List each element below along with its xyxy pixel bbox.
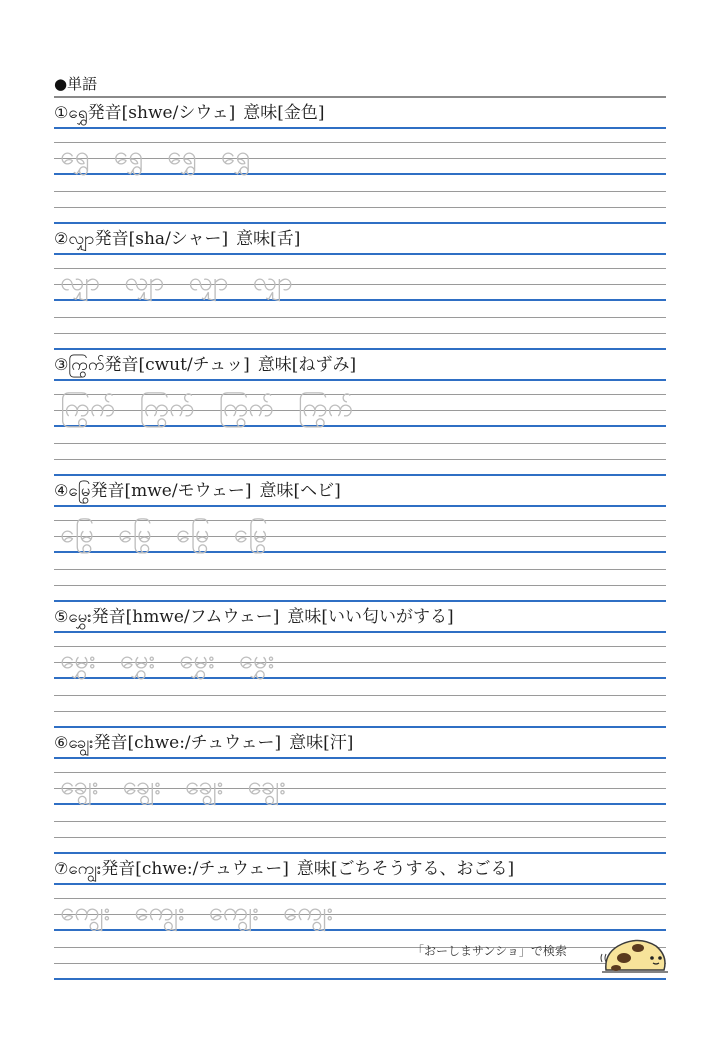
trace-glyph: ကျွေး (134, 897, 185, 927)
guide-line (54, 631, 666, 633)
entry-number: ④ (54, 481, 69, 500)
entry-number: ③ (54, 355, 69, 374)
vocab-entry-2 (54, 224, 666, 350)
trace-glyph: လျှာ (124, 267, 165, 297)
entry-word: မွှေး (68, 607, 92, 627)
entry-heading (54, 98, 325, 128)
guide-line (54, 505, 666, 507)
entry-meaning: 意味[金色] (243, 103, 325, 123)
trace-row (60, 267, 293, 297)
entry-meaning: 意味[ごちそうする、おごる] (296, 859, 515, 879)
entry-word: မြွေ (68, 481, 91, 501)
trace-glyph: ချွေး (247, 771, 286, 801)
guide-line (54, 317, 666, 318)
guide-line (54, 585, 666, 586)
guide-line (54, 207, 666, 208)
guide-line (54, 978, 666, 980)
trace-glyph: ကြွက် (60, 393, 116, 423)
entry-heading (54, 728, 353, 758)
entry-word: ချွေး (68, 733, 94, 753)
entry-heading (54, 476, 341, 506)
vocab-entry-6 (54, 728, 666, 854)
guide-line (54, 379, 666, 381)
guide-line (54, 443, 666, 444)
trace-row (60, 771, 286, 801)
guide-line (54, 883, 666, 885)
trace-glyph: မွှေး (119, 645, 156, 675)
entry-number: ⑥ (54, 733, 69, 752)
trace-glyph: ကြွက် (139, 393, 195, 423)
entry-pronunciation: 発音[chwe:/チュウェー] (93, 733, 282, 753)
footer-search-note: 「おーしまサンショ」で検索 (412, 944, 567, 958)
entry-number: ① (54, 103, 69, 122)
entry-pronunciation: 発音[cwut/チュッ] (104, 355, 250, 375)
trace-row (60, 897, 333, 927)
entry-pronunciation: 発音[shwe/シウェ] (87, 103, 236, 123)
trace-glyph: ချွေး (184, 771, 224, 801)
vocab-entry-4 (54, 476, 666, 602)
trace-glyph: မွှေး (60, 645, 96, 675)
entry-pronunciation: 発音[chwe:/チュウェー] (101, 859, 289, 879)
trace-glyph: မြွေ (60, 519, 94, 549)
trace-glyph: ချွေး (60, 771, 99, 801)
guide-line (54, 191, 666, 192)
guide-line (54, 929, 666, 931)
vocab-entry-5 (54, 602, 666, 728)
trace-glyph: ရွှေ (60, 141, 90, 171)
trace-row (60, 141, 250, 171)
guide-line (54, 803, 666, 805)
entry-word: ကျွေး (68, 859, 102, 879)
section-title: ●単語 (54, 75, 98, 93)
guide-line (54, 127, 666, 129)
guide-line (54, 569, 666, 570)
guide-line (54, 551, 666, 553)
mascot-character-icon (600, 932, 670, 976)
guide-line (54, 821, 666, 822)
guide-line (54, 253, 666, 255)
guide-line (54, 425, 666, 427)
trace-glyph: ကျွေး (282, 897, 334, 927)
entry-heading (54, 224, 300, 254)
trace-glyph: မြွေ (175, 519, 210, 549)
trace-row (60, 393, 353, 423)
entry-meaning: 意味[ヘビ] (259, 481, 341, 501)
guide-line (54, 711, 666, 712)
guide-line (54, 963, 666, 964)
entry-pronunciation: 発音[sha/シャー] (94, 229, 229, 249)
trace-glyph: လျှာ (252, 267, 293, 297)
entry-word: ကြွက် (68, 355, 105, 375)
guide-line (54, 757, 666, 759)
trace-glyph: ကြွက် (297, 393, 353, 423)
trace-glyph: လျှာ (60, 267, 101, 297)
entry-number: ⑤ (54, 607, 69, 626)
trace-glyph: မြွေ (233, 519, 268, 549)
vocab-entry-1 (54, 98, 666, 224)
trace-glyph: မွှေး (179, 645, 215, 675)
trace-glyph: ရွှေ (167, 141, 197, 171)
entry-meaning: 意味[舌] (236, 229, 301, 249)
guide-line (54, 947, 666, 948)
entry-pronunciation: 発音[mwe/モウェー] (90, 481, 252, 501)
guide-line (54, 173, 666, 175)
entry-heading (54, 602, 454, 632)
guide-line (54, 333, 666, 334)
entry-number: ② (54, 229, 69, 248)
vocab-entry-7 (54, 854, 666, 980)
trace-glyph: ကျွေး (60, 897, 111, 927)
guide-line (54, 459, 666, 460)
trace-glyph: လျှာ (188, 267, 229, 297)
trace-row (60, 645, 274, 675)
guide-line (54, 677, 666, 679)
trace-row (60, 519, 267, 549)
trace-glyph: ကြွက် (218, 393, 274, 423)
trace-glyph: ကျွေး (208, 897, 259, 927)
trace-glyph: မွှေး (238, 645, 275, 675)
trace-glyph: ချွေး (122, 771, 161, 801)
trace-glyph: မြွေ (117, 519, 152, 549)
entry-word: လျှာ (68, 229, 95, 249)
entry-meaning: 意味[汗] (289, 733, 354, 753)
entry-meaning: 意味[いい匂いがする] (287, 607, 454, 627)
entry-meaning: 意味[ねずみ] (257, 355, 357, 375)
entry-number: ⑦ (54, 859, 69, 878)
guide-line (54, 837, 666, 838)
trace-glyph: ရွှေ (113, 141, 144, 171)
entry-heading (54, 854, 514, 884)
guide-line (54, 695, 666, 696)
entry-heading (54, 350, 356, 380)
trace-glyph: ရွှေ (220, 141, 251, 171)
entry-pronunciation: 発音[hmwe/フムウェー] (91, 607, 280, 627)
vocab-entry-3 (54, 350, 666, 476)
guide-line (54, 299, 666, 301)
entry-word: ရွှေ (68, 103, 88, 123)
